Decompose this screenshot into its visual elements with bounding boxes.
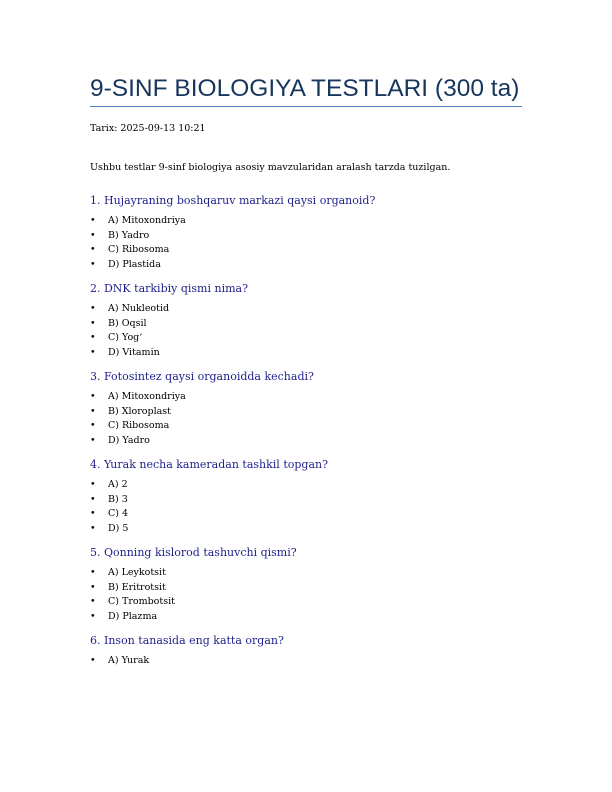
option-item	[90, 317, 522, 332]
bullet-icon: •	[90, 581, 96, 593]
question-text: 4. Yurak necha kameradan tashkil topgan?	[90, 458, 328, 471]
bullet-icon: •	[90, 493, 96, 505]
option-item	[90, 595, 522, 610]
bullet-icon: •	[90, 508, 96, 519]
question-block	[90, 194, 522, 272]
option-item	[90, 507, 522, 522]
bullet-icon: •	[90, 405, 96, 417]
option-text: A) Yurak	[108, 655, 150, 666]
option-item	[90, 478, 522, 493]
option-list	[90, 566, 522, 624]
option-item	[90, 493, 522, 508]
option-item	[90, 610, 522, 625]
option-text: C) Ribosoma	[108, 244, 170, 255]
option-text: C) 4	[108, 508, 129, 519]
option-item	[90, 581, 522, 596]
intro-text: Ushbu testlar 9-sinf biologiya asosiy mavzularidan aralash tarzda tuzilgan.	[90, 162, 451, 173]
option-list	[90, 302, 522, 360]
bullet-icon: •	[90, 479, 96, 490]
option-list	[90, 214, 522, 272]
question-text: 5. Qonning kislorod tashuvchi qismi?	[90, 546, 297, 559]
option-item	[90, 302, 522, 317]
option-text: D) 5	[108, 522, 129, 534]
option-list	[90, 478, 522, 536]
question-list	[90, 194, 522, 669]
bullet-icon: •	[90, 303, 96, 314]
option-text: C) Yog‘	[108, 332, 143, 343]
bullet-icon: •	[90, 655, 96, 666]
option-text: B) Yadro	[108, 229, 150, 241]
bullet-icon: •	[90, 434, 96, 446]
bullet-icon: •	[90, 596, 96, 607]
option-item	[90, 243, 522, 258]
option-text: A) Leykotsit	[108, 567, 166, 578]
option-item	[90, 229, 522, 244]
bullet-icon: •	[90, 317, 96, 329]
option-list	[90, 654, 522, 669]
bullet-icon: •	[90, 522, 96, 534]
option-item	[90, 434, 522, 449]
option-item	[90, 654, 522, 669]
option-text: B) Oqsil	[108, 317, 147, 329]
option-text: A) Nukleotid	[108, 303, 170, 314]
option-list	[90, 390, 522, 448]
option-text: D) Plazma	[108, 610, 158, 622]
document-title: 9-SINF BIOLOGIYA TESTLARI (300 ta)	[90, 75, 520, 102]
question-block	[90, 458, 522, 536]
option-text: D) Plastida	[108, 258, 161, 270]
option-item	[90, 390, 522, 405]
option-item	[90, 566, 522, 581]
option-item	[90, 258, 522, 273]
option-text: A) 2	[108, 479, 128, 490]
question-text: 6. Inson tanasida eng katta organ?	[90, 634, 284, 647]
bullet-icon: •	[90, 215, 96, 226]
question-text: 2. DNK tarkibiy qismi nima?	[90, 282, 248, 295]
bullet-icon: •	[90, 420, 96, 431]
bullet-icon: •	[90, 346, 96, 358]
bullet-icon: •	[90, 567, 96, 578]
bullet-icon: •	[90, 391, 96, 402]
bullet-icon: •	[90, 332, 96, 343]
bullet-icon: •	[90, 258, 96, 270]
question-text: 1. Hujayraning boshqaruv markazi qaysi organoid?	[90, 194, 376, 207]
date-line: Tarix: 2025-09-13 10:21	[90, 123, 206, 134]
option-item	[90, 346, 522, 361]
question-block	[90, 546, 522, 624]
title-underline	[90, 106, 522, 107]
option-item	[90, 419, 522, 434]
option-text: C) Ribosoma	[108, 420, 170, 431]
question-block	[90, 282, 522, 360]
option-text: A) Mitoxondriya	[108, 391, 186, 402]
option-text: B) Eritrotsit	[108, 581, 166, 593]
bullet-icon: •	[90, 610, 96, 622]
option-item	[90, 522, 522, 537]
option-text: B) Xloroplast	[108, 405, 171, 417]
document-page	[90, 74, 522, 679]
option-item	[90, 214, 522, 229]
question-block	[90, 634, 522, 669]
option-item	[90, 405, 522, 420]
option-text: A) Mitoxondriya	[108, 215, 186, 226]
question-text: 3. Fotosintez qaysi organoidda kechadi?	[90, 370, 314, 383]
option-text: B) 3	[108, 493, 128, 505]
option-text: D) Vitamin	[108, 346, 160, 358]
bullet-icon: •	[90, 229, 96, 241]
option-item	[90, 331, 522, 346]
bullet-icon: •	[90, 244, 96, 255]
question-block	[90, 370, 522, 448]
option-text: C) Trombotsit	[108, 596, 175, 607]
option-text: D) Yadro	[108, 434, 150, 446]
